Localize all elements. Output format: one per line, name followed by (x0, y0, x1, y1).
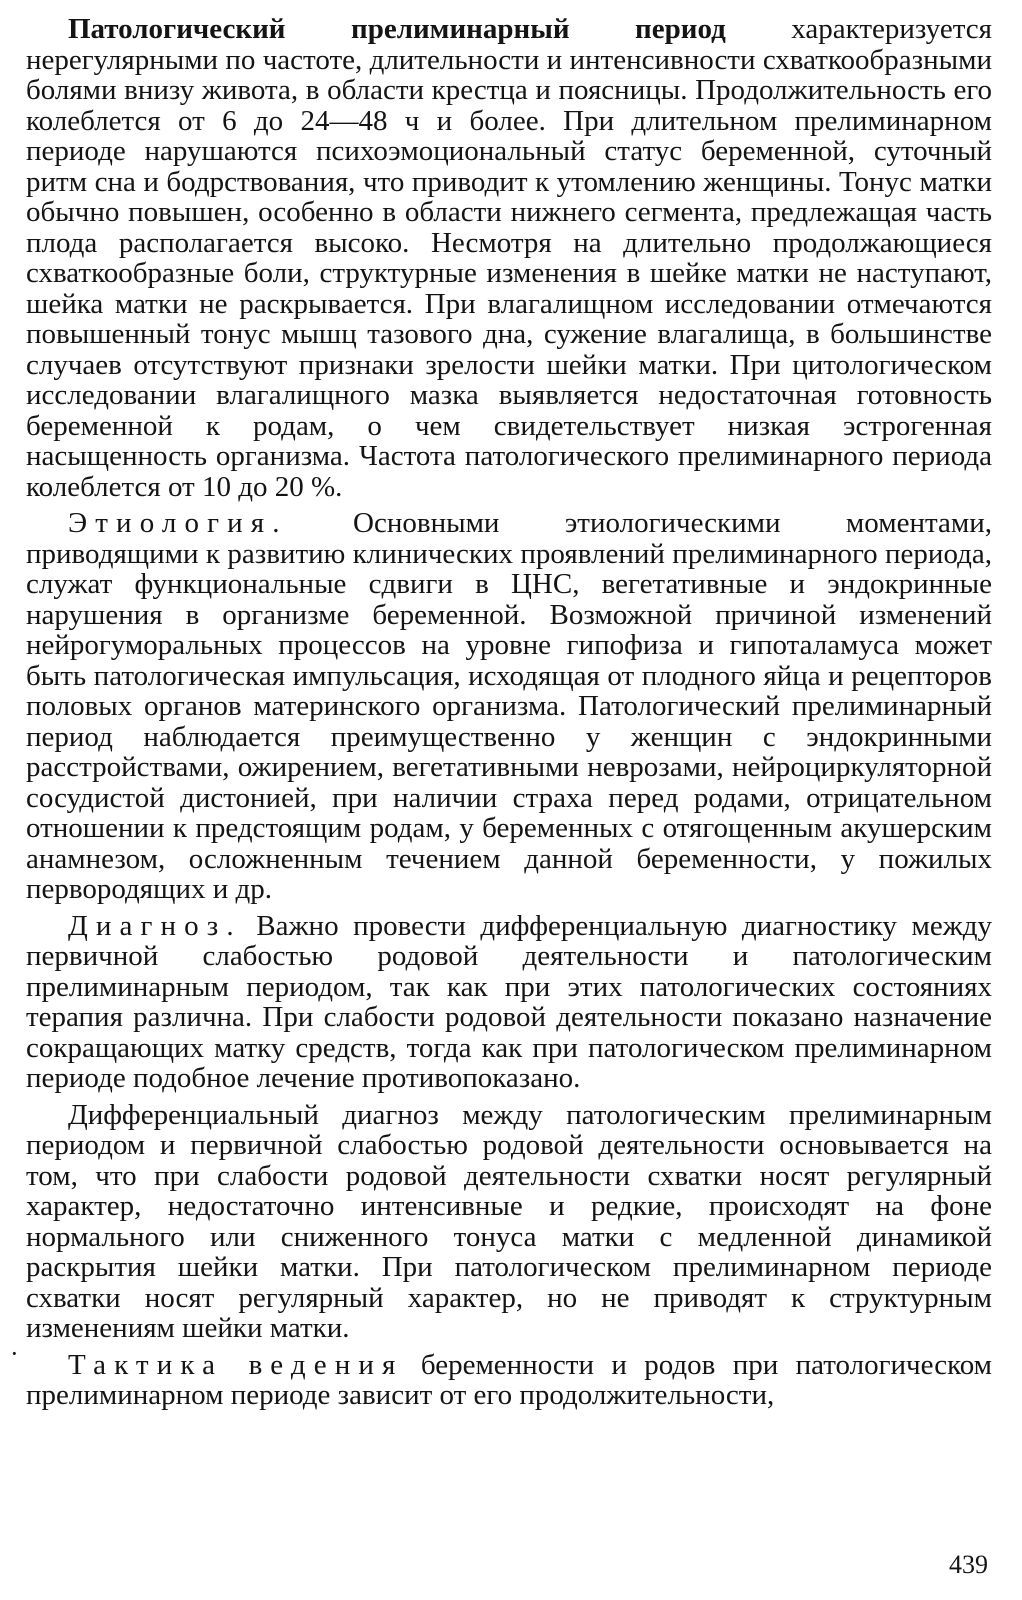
paragraph-text: беременности и родов при патологическом прелиминарном периоде зависит от его продолжительности, (26, 1348, 992, 1411)
paragraph-text: Важно провести дифференциальную диагностику между первичной слабостью родовой деятельности и патологическим прелиминарным периодом, так как при этих патологических состояниях терапия различна. При слабости родовой деятельности показано назначение сокращающих матку средств, тогда как при патологическом прелиминарном периоде подобное лечение противопоказано. (26, 909, 992, 1094)
paragraph-differential (26, 1100, 992, 1344)
paragraph-lead: Диагноз. (68, 909, 242, 942)
paragraph-lead: Патологический прелиминарный период (68, 13, 726, 45)
paragraph-text: Дифференциальный диагноз между патологическим прелиминарным периодом и первичной слабостью родовой деятельности основывается на том, что при слабости родовой деятельности схватки носят регулярный характер, недостаточно интенсивные и редкие, происходят на фоне нормального или сниженного тонуса матки с медленной динамикой раскрытия шейки матки. При патологическом прелиминарном периоде схватки носят регулярный характер, но не приводят к структурным изменениям шейки матки. (26, 1098, 992, 1344)
paragraph-diagnosis (26, 911, 992, 1094)
paragraph-text: характеризуется нерегулярными по частоте, длительности и интенсивности схваткообразными болями внизу живота, в области крестца и поясницы. Продолжительность его колеблется от 6 до 24—48 ч и более. При длительном прелиминарном периоде нарушаются психоэмоциональный статус беременной, суточный ритм сна и бодрствования, что приводит к утомлению женщины. Тонус матки обычно повышен, особенно в области нижнего сегмента, предлежащая часть плода располагается высоко. Несмотря на длительно продолжающиеся схваткообразные боли, структурные изменения в шейке матки не наступают, шейка матки не раскрывается. При влагалищном исследовании отмечаются повышенный тонус мышц тазового дна, сужение влагалища, в большинстве случаев отсутствуют признаки зрелости шейки матки. При цитологическом исследовании влагалищного мазка выявляется недостаточная готовность беременной к родам, о чем свидетельствует низкая эстрогенная насыщенность организма. Частота патологического прелиминарного периода колеблется от 10 до 20 %. (26, 13, 992, 503)
document-page (10, 13, 992, 1586)
paragraph-lead: Этиология. (68, 507, 288, 539)
page-number: 439 (949, 1550, 988, 1579)
paragraph-lead: Тактика ведения (68, 1348, 404, 1381)
paragraph-definition (26, 14, 992, 502)
paragraph-text: Основными этиологическими моментами, приводящими к развитию клинических проявлений прелиминарного периода, служат функциональные сдвиги в ЦНС, вегетативные и эндокринные нарушения в организме беременной. Возможной причиной изменений нейрогуморальных процессов на уровне гипофиза и гипоталамуса может быть патологическая импульсация, исходящая от плодного яйца и рецепторов половых органов материнского организма. Патологический прелиминарный период наблюдается преимущественно у женщин с эндокринными расстройствами, ожирением, вегетативными неврозами, нейроциркуляторной сосудистой дистонией, при наличии страха перед родами, отрицательном отношении к предстоящим родам, у беременных с отягощенным акушерским анамнезом, осложненным течением данной беременности, у пожилых первородящих и др. (26, 507, 992, 905)
paragraph-etiology (26, 508, 992, 905)
margin-dot-mark: · (10, 1339, 19, 1368)
paragraph-tactics (26, 1350, 992, 1411)
